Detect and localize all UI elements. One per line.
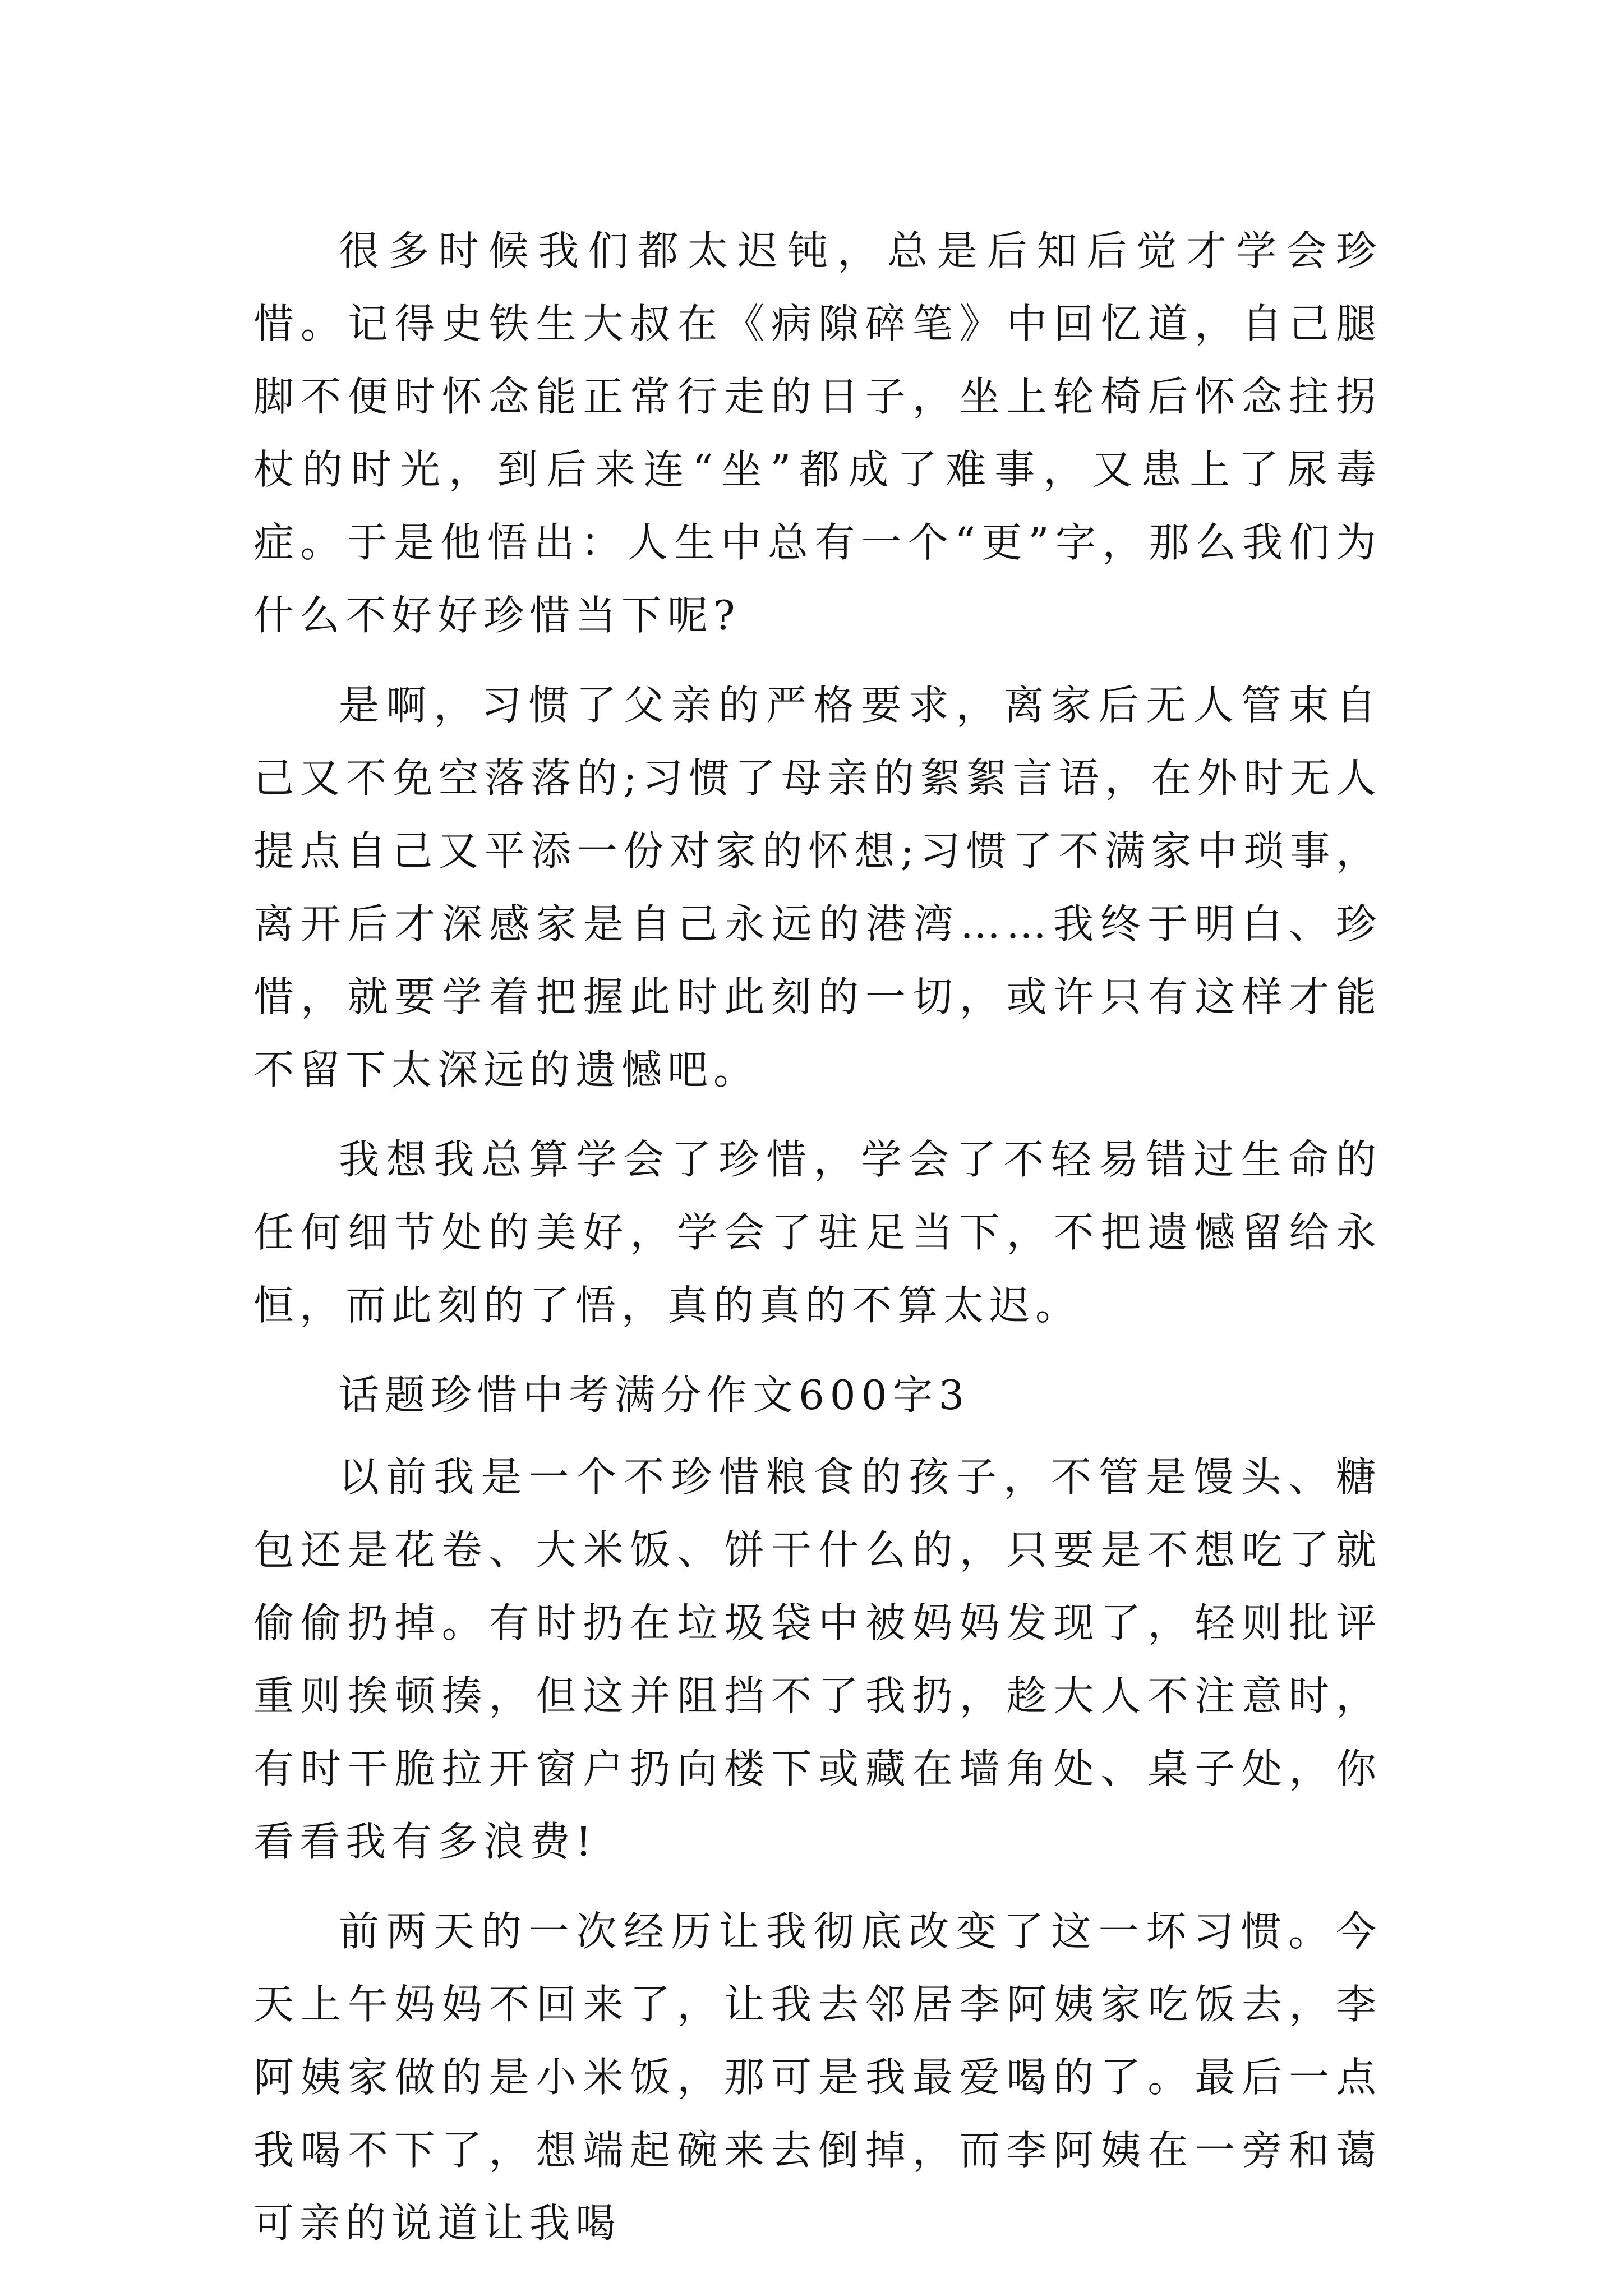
paragraph-4: 以前我是一个不珍惜粮食的孩子，不管是馒头、糖包还是花卷、大米饭、饼干什么的，只要是不想吃了就偷偷扔掉。有时扔在垃圾袋中被妈妈发现了，轻则批评重则挨顿揍，但这并阻挡不了我扔，趁大人不注意时，有时干脆拉开窗户扔向楼下或藏在墙角处、桌子处，你看看我有多浪费! (253, 1453, 1382, 1865)
paragraph-1: 很多时候我们都太迟钝，总是后知后觉才学会珍惜。记得史铁生大叔在《病隙碎笔》中回忆道，自己腿脚不便时怀念能正常行走的日子，坐上轮椅后怀念拄拐杖的时光，到后来连“坐”都成了难事，又患上了尿毒症。于是他悟出：人生中总有一个“更”字，那么我们为什么不好好珍惜当下呢? (253, 227, 1382, 639)
paragraph-3: 我想我总算学会了珍惜，学会了不轻易错过生命的任何细节处的美好，学会了驻足当下，不把遗憾留给永恒，而此刻的了悟，真的真的不算太迟。 (253, 1136, 1382, 1329)
paragraph-5: 前两天的一次经历让我彻底改变了这一坏习惯。今天上午妈妈不回来了，让我去邻居李阿姨家吃饭去，李阿姨家做的是小米饭，那可是我最爱喝的了。最后一点我喝不下了，想端起碗来去倒掉，而李阿姨在一旁和蔼可亲的说道让我喝 (253, 1908, 1382, 2247)
paragraph-2: 是啊，习惯了父亲的严格要求，离家后无人管束自己又不免空落落的;习惯了母亲的絮絮言语，在外时无人提点自己又平添一份对家的怀想;习惯了不满家中琐事，离开后才深感家是自己永远的港湾……我终于明白、珍惜，就要学着把握此时此刻的一切，或许只有这样才能不留下太深远的遗憾吧。 (253, 682, 1382, 1093)
essay-title: 话题珍惜中考满分作文600字3 (339, 1372, 970, 1419)
essay-body (253, 214, 1382, 2276)
